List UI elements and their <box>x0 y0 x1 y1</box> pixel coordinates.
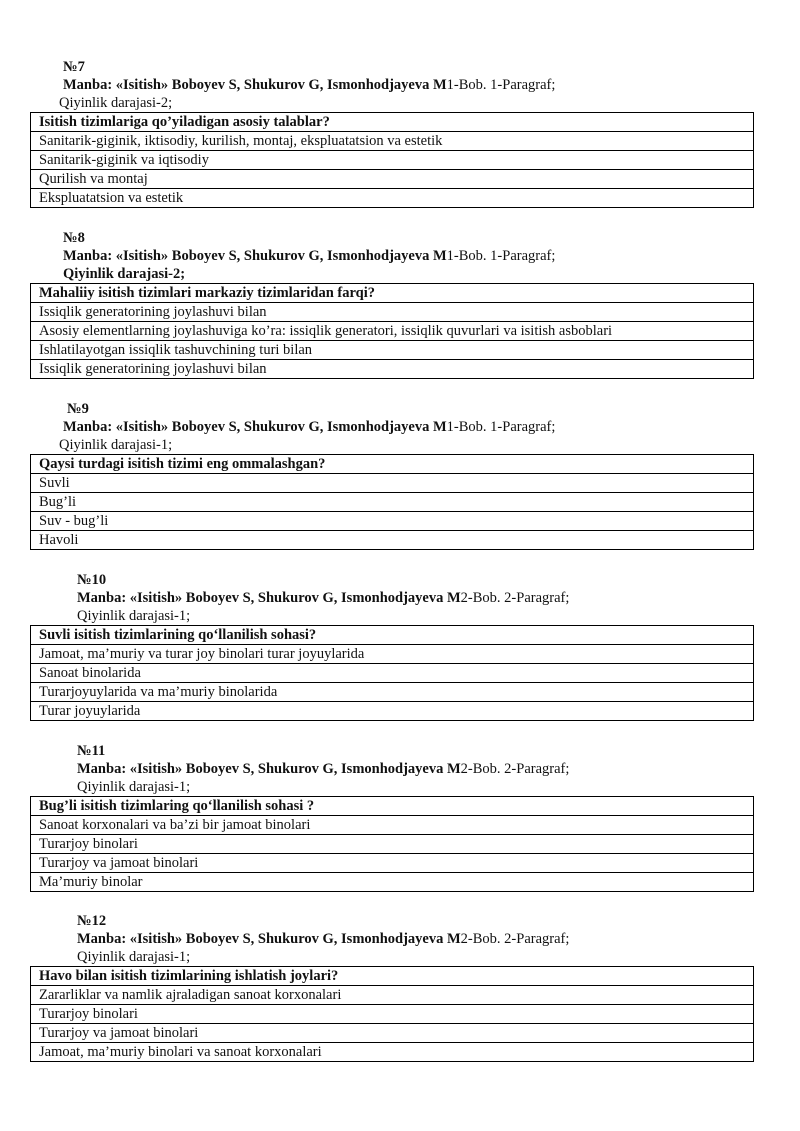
table-row <box>31 512 754 531</box>
table-row <box>31 151 754 170</box>
difficulty-level: Qiyinlik darajasi-1; <box>59 437 173 453</box>
table-row <box>31 1005 754 1024</box>
answer-option: Sanitarik-giginik va iqtisodiy <box>31 151 754 170</box>
source-authors: Manba: «Isitish» Boboyev S, Shukurov G, Ismonhodjayeva M <box>63 77 447 93</box>
table-row <box>31 664 754 683</box>
table-row <box>31 854 754 873</box>
answer-option: Turarjoy va jamoat binolari <box>31 854 754 873</box>
answer-option: Suvli <box>31 474 754 493</box>
source-chapter: 1-Bob. 1-Paragraf; <box>446 419 556 435</box>
table-row <box>31 683 754 702</box>
table-row <box>31 303 754 322</box>
answer-option: Issiqlik generatorining joylashuvi bilan <box>31 303 754 322</box>
table-row <box>31 360 754 379</box>
table-row <box>31 986 754 1005</box>
table-row <box>31 493 754 512</box>
answer-table <box>30 796 754 892</box>
table-row <box>31 1043 754 1062</box>
table-row <box>31 322 754 341</box>
difficulty-level: Qiyinlik darajasi-1; <box>77 608 191 624</box>
question-source <box>77 930 569 948</box>
question-number: №7 <box>63 59 85 75</box>
question-source <box>77 760 569 778</box>
answer-option: Sanitarik-giginik, iktisodiy, kurilish, montaj, ekspluatatsion va estetik <box>31 132 754 151</box>
question-text: Mahaliiy isitish tizimlari markaziy tizimlaridan farqi? <box>31 284 754 303</box>
answer-option: Issiqlik generatorining joylashuvi bilan <box>31 360 754 379</box>
question-text: Suvli isitish tizimlarining qo‘llanilish sohasi? <box>31 626 754 645</box>
question-source <box>77 589 569 607</box>
answer-option: Turarjoyuylarida va ma’muriy binolarida <box>31 683 754 702</box>
table-row <box>31 170 754 189</box>
table-row <box>31 816 754 835</box>
question-row <box>31 284 754 303</box>
difficulty-level: Qiyinlik darajasi-2; <box>59 95 173 111</box>
answer-option: Turar joyuylarida <box>31 702 754 721</box>
question-row <box>31 626 754 645</box>
answer-option: Jamoat, ma’muriy binolari va sanoat korxonalari <box>31 1043 754 1062</box>
answer-option: Turarjoy va jamoat binolari <box>31 1024 754 1043</box>
table-row <box>31 1024 754 1043</box>
source-authors: Manba: «Isitish» Boboyev S, Shukurov G, Ismonhodjayeva M <box>77 931 461 947</box>
answer-table <box>30 966 754 1062</box>
table-row <box>31 873 754 892</box>
answer-table <box>30 283 754 379</box>
answer-table <box>30 625 754 721</box>
answer-option: Zararliklar va namlik ajraladigan sanoat korxonalari <box>31 986 754 1005</box>
table-row <box>31 132 754 151</box>
source-chapter: 2-Bob. 2-Paragraf; <box>460 931 570 947</box>
answer-option: Turarjoy binolari <box>31 1005 754 1024</box>
source-authors: Manba: «Isitish» Boboyev S, Shukurov G, Ismonhodjayeva M <box>63 419 447 435</box>
question-number: №12 <box>77 913 107 929</box>
question-text: Havo bilan isitish tizimlarining ishlatish joylari? <box>31 967 754 986</box>
table-row <box>31 835 754 854</box>
answer-option: Ekspluatatsion va estetik <box>31 189 754 208</box>
question-row <box>31 113 754 132</box>
question-number: №9 <box>67 401 89 417</box>
answer-table <box>30 454 754 550</box>
answer-option: Asosiy elementlarning joylashuviga ko’ra: issiqlik generatori, issiqlik quvurlari va isitish asboblari <box>31 322 754 341</box>
table-row <box>31 702 754 721</box>
answer-table <box>30 112 754 208</box>
answer-option: Ma’muriy binolar <box>31 873 754 892</box>
answer-option: Suv - bug’li <box>31 512 754 531</box>
question-number: №10 <box>77 572 107 588</box>
answer-option: Jamoat, ma’muriy va turar joy binolari turar joyuylarida <box>31 645 754 664</box>
question-row <box>31 967 754 986</box>
table-row <box>31 341 754 360</box>
table-row <box>31 189 754 208</box>
source-authors: Manba: «Isitish» Boboyev S, Shukurov G, Ismonhodjayeva M <box>63 248 447 264</box>
source-chapter: 2-Bob. 2-Paragraf; <box>460 761 570 777</box>
question-text: Bug’li isitish tizimlaring qo‘llanilish sohasi ? <box>31 797 754 816</box>
answer-option: Sanoat korxonalari va ba’zi bir jamoat binolari <box>31 816 754 835</box>
answer-option: Qurilish va montaj <box>31 170 754 189</box>
answer-option: Sanoat binolarida <box>31 664 754 683</box>
answer-option: Havoli <box>31 531 754 550</box>
question-number: №8 <box>63 230 85 246</box>
table-row <box>31 531 754 550</box>
source-authors: Manba: «Isitish» Boboyev S, Shukurov G, Ismonhodjayeva M <box>77 590 461 606</box>
source-chapter: 2-Bob. 2-Paragraf; <box>460 590 570 606</box>
question-source <box>63 76 555 94</box>
source-chapter: 1-Bob. 1-Paragraf; <box>446 77 556 93</box>
answer-option: Bug’li <box>31 493 754 512</box>
difficulty-level: Qiyinlik darajasi-1; <box>77 949 191 965</box>
table-row <box>31 645 754 664</box>
question-number: №11 <box>77 743 106 759</box>
question-source <box>63 418 555 436</box>
difficulty-level: Qiyinlik darajasi-1; <box>77 779 191 795</box>
question-source <box>63 247 555 265</box>
answer-option: Ishlatilayotgan issiqlik tashuvchining turi bilan <box>31 341 754 360</box>
source-chapter: 1-Bob. 1-Paragraf; <box>446 248 556 264</box>
question-text: Isitish tizimlariga qo’yiladigan asosiy talablar? <box>31 113 754 132</box>
question-text: Qaysi turdagi isitish tizimi eng ommalashgan? <box>31 455 754 474</box>
table-row <box>31 474 754 493</box>
difficulty-level: Qiyinlik darajasi-2; <box>63 266 186 282</box>
source-authors: Manba: «Isitish» Boboyev S, Shukurov G, Ismonhodjayeva M <box>77 761 461 777</box>
question-row <box>31 455 754 474</box>
answer-option: Turarjoy binolari <box>31 835 754 854</box>
question-row <box>31 797 754 816</box>
